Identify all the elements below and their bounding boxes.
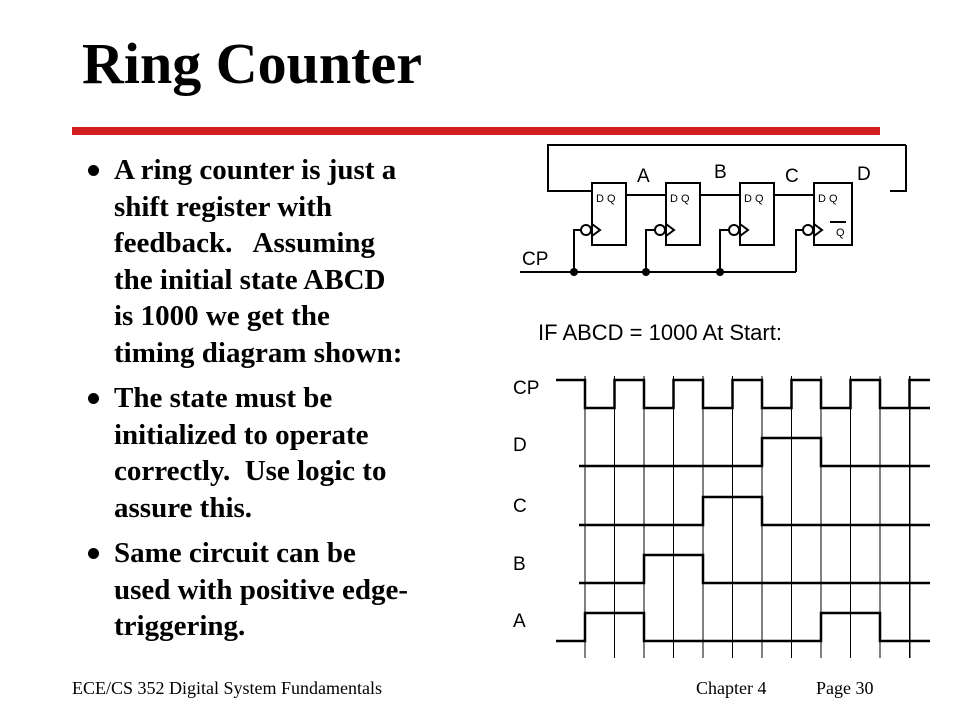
stage-label-b: B [714,162,727,183]
bullet-dot-icon [88,165,99,176]
clock-label: CP [522,249,549,270]
bullet-line: correctly. Use logic to [114,455,387,487]
ff-pin-label: D Q [670,193,690,205]
bullet-line: Same circuit can be [114,537,356,569]
clock-wire [720,230,729,272]
bullet-line: is 1000 we get the [114,300,330,332]
signal-label-d: D [513,435,527,456]
signal-label-c: C [513,496,527,517]
signal-label-cp: CP [513,378,540,399]
waveform-a [556,613,930,641]
footer-page: Page 30 [816,678,874,698]
clock-edge-icon [814,224,822,236]
qbar-label: Q [836,227,845,239]
clock-edge-icon [592,224,600,236]
inversion-bubble-icon [729,225,739,235]
inversion-bubble-icon [581,225,591,235]
bullet-item [80,380,480,526]
bullet-line: timing diagram shown: [114,336,403,369]
ring-counter-diagram [480,138,930,658]
slide-title: Ring Counter [82,31,422,96]
waveform-d [579,438,930,466]
stage-label-c: C [785,166,799,187]
stage-label-a: A [637,166,650,187]
bullet-line: A ring counter is just a [114,154,397,186]
title-underline [72,127,880,135]
junction-dot-icon [570,268,578,276]
bullet-line: the initial state ABCD [114,263,386,296]
bullet-dot-icon [88,548,99,559]
feedback-wire [890,145,906,191]
bullet-item [80,535,480,645]
clock-wire [574,230,581,272]
bullet-line: assure this. [114,491,253,524]
stage-label-d: D [857,164,871,185]
timing-grid [585,376,930,658]
inversion-bubble-icon [655,225,665,235]
bullet-line: feedback. Assuming [114,227,376,259]
waveform-c [579,497,930,525]
footer-course: ECE/CS 352 Digital System Fundamentals [72,678,382,698]
ff-pin-label: D Q [818,193,838,205]
ff-pin-label: D Q [744,193,764,205]
circuit-schematic [520,145,906,272]
signal-labels [513,378,539,632]
clock-wire [796,230,803,272]
signal-label-a: A [513,611,526,632]
clock-edge-icon [740,224,748,236]
bullet-item [80,152,480,371]
footer-chapter: Chapter 4 [696,678,767,698]
bullet-dot-icon [88,393,99,404]
timing-caption: IF ABCD = 1000 At Start: [538,320,782,345]
timing-waveforms [556,380,930,641]
bullet-line: used with positive edge- [114,573,409,606]
bullet-line: The state must be [114,382,333,414]
waveform-b [579,555,930,583]
inversion-bubble-icon [803,225,813,235]
bullet-list [80,152,480,645]
ff-pin-label: D Q [596,193,616,205]
waveform-cp [556,380,930,408]
clock-edge-icon [666,224,674,236]
bullet-line: initialized to operate [114,418,369,451]
junction-dot-icon [716,268,724,276]
clock-wire [646,230,655,272]
signal-label-b: B [513,554,526,575]
junction-dot-icon [642,268,650,276]
bullet-line: shift register with [114,190,333,223]
bullet-line: triggering. [114,610,246,642]
